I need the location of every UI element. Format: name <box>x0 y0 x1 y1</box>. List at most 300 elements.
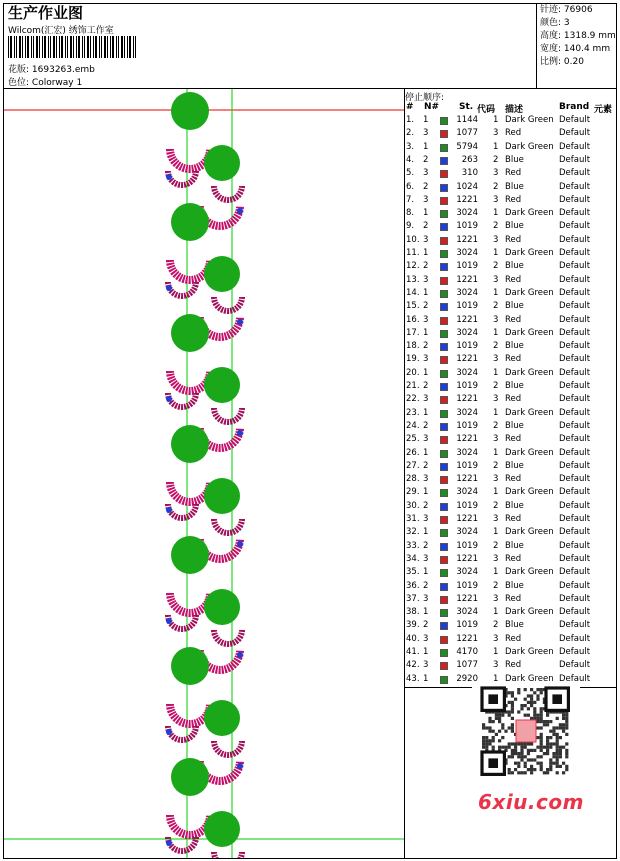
row-code: 3 <box>493 234 499 245</box>
row-stitches: 1221 <box>456 633 478 644</box>
color-swatch <box>440 463 448 471</box>
col-brand: Brand <box>559 102 590 112</box>
col-num: # <box>406 102 414 112</box>
row-stitches: 3024 <box>456 527 478 538</box>
row-needle: 1 <box>423 248 429 258</box>
design-stats <box>540 4 616 69</box>
row-desc: Red <box>505 274 522 285</box>
row-stitches: 3024 <box>456 208 478 219</box>
row-brand: Default <box>559 567 591 578</box>
color-swatch <box>440 556 448 564</box>
row-needle: 3 <box>423 514 429 524</box>
row-code: 3 <box>493 660 499 671</box>
row-brand: Default <box>559 115 591 125</box>
color-swatch <box>440 476 448 484</box>
row-needle: 3 <box>423 434 429 445</box>
color-swatch <box>440 596 448 604</box>
color-swatch <box>440 649 448 657</box>
row-brand: Default <box>559 181 591 192</box>
table-row <box>405 341 618 354</box>
col-stitches: St. <box>459 102 474 112</box>
table-row <box>405 461 618 474</box>
row-desc: Blue <box>505 460 524 471</box>
stat-stitches: 针迹: 76906 <box>540 5 593 15</box>
row-brand: Default <box>559 434 591 445</box>
table-row <box>405 594 618 607</box>
row-code: 2 <box>493 261 499 272</box>
row-needle: 1 <box>423 407 429 418</box>
row-desc: Dark Green <box>505 567 554 578</box>
row-number: 24. <box>406 420 420 431</box>
row-stitches: 1019 <box>456 420 478 431</box>
table-row <box>405 674 618 687</box>
row-needle: 2 <box>423 261 429 272</box>
row-number: 13. <box>406 274 420 285</box>
color-swatch <box>440 583 448 591</box>
page-title: 生产作业图 <box>8 4 84 22</box>
row-code: 1 <box>493 115 499 125</box>
color-swatch <box>440 343 448 351</box>
row-desc: Red <box>505 394 522 405</box>
table-row <box>405 408 618 421</box>
row-number: 22. <box>406 394 420 405</box>
table-row <box>405 394 618 407</box>
row-brand: Default <box>559 341 591 352</box>
file-label: 花版: <box>8 65 30 75</box>
table-row <box>405 527 618 540</box>
row-number: 5. <box>406 168 415 179</box>
row-brand: Default <box>559 487 591 498</box>
table-row <box>405 261 618 274</box>
color-swatch <box>440 144 448 152</box>
row-number: 30. <box>406 500 420 511</box>
table-row <box>405 168 618 181</box>
row-brand: Default <box>559 607 591 618</box>
row-desc: Dark Green <box>505 327 554 338</box>
row-code: 1 <box>493 487 499 498</box>
row-desc: Dark Green <box>505 673 554 684</box>
row-code: 2 <box>493 381 499 391</box>
row-needle: 1 <box>423 287 429 298</box>
row-desc: Red <box>505 633 522 644</box>
col-code: 代码 <box>477 105 496 115</box>
color-swatch <box>440 303 448 311</box>
col-desc: 描述 <box>505 105 524 115</box>
row-code: 1 <box>493 527 499 538</box>
row-code: 3 <box>493 514 499 524</box>
row-desc: Red <box>505 128 522 139</box>
color-swatch <box>440 317 448 325</box>
row-number: 2. <box>406 128 415 139</box>
row-number: 36. <box>406 580 420 591</box>
row-brand: Default <box>559 327 591 338</box>
row-needle: 1 <box>423 607 429 618</box>
row-stitches: 1019 <box>456 301 478 312</box>
row-needle: 2 <box>423 540 429 551</box>
row-needle: 3 <box>423 593 429 604</box>
row-stitches: 1221 <box>456 194 478 205</box>
table-row <box>405 195 618 208</box>
row-number: 6. <box>406 181 415 192</box>
table-row <box>405 581 618 594</box>
row-needle: 1 <box>423 327 429 338</box>
row-code: 3 <box>493 633 499 644</box>
table-row <box>405 634 618 647</box>
row-brand: Default <box>559 647 591 657</box>
row-stitches: 310 <box>461 168 478 179</box>
row-desc: Blue <box>505 154 524 165</box>
row-desc: Red <box>505 434 522 445</box>
row-needle: 3 <box>423 474 429 485</box>
row-number: 26. <box>406 447 420 458</box>
row-brand: Default <box>559 540 591 551</box>
row-code: 2 <box>493 420 499 431</box>
row-needle: 2 <box>423 181 429 192</box>
row-stitches: 1019 <box>456 460 478 471</box>
row-brand: Default <box>559 141 591 152</box>
row-number: 41. <box>406 647 420 657</box>
row-stitches: 1019 <box>456 500 478 511</box>
row-stitches: 1077 <box>456 660 478 671</box>
color-swatch <box>440 117 448 125</box>
table-row <box>405 328 618 341</box>
row-brand: Default <box>559 394 591 405</box>
row-number: 7. <box>406 194 415 205</box>
color-swatch <box>440 330 448 338</box>
row-number: 40. <box>406 633 420 644</box>
row-code: 1 <box>493 287 499 298</box>
row-number: 17. <box>406 327 420 338</box>
row-desc: Blue <box>505 420 524 431</box>
row-desc: Dark Green <box>505 287 554 298</box>
table-row <box>405 541 618 554</box>
row-code: 3 <box>493 434 499 445</box>
colorway-value: Colorway 1 <box>31 78 83 88</box>
row-needle: 1 <box>423 487 429 498</box>
row-number: 20. <box>406 367 420 378</box>
row-code: 1 <box>493 327 499 338</box>
row-code: 1 <box>493 567 499 578</box>
table-row <box>405 288 618 301</box>
row-brand: Default <box>559 261 591 272</box>
color-swatch <box>440 529 448 537</box>
row-desc: Dark Green <box>505 487 554 498</box>
file-info <box>8 62 95 75</box>
row-stitches: 3024 <box>456 367 478 378</box>
col-needle: N# <box>424 102 440 112</box>
color-swatch <box>440 170 448 178</box>
row-stitches: 1019 <box>456 341 478 352</box>
row-code: 1 <box>493 647 499 657</box>
color-swatch <box>440 210 448 218</box>
row-number: 43. <box>406 673 420 684</box>
row-stitches: 1024 <box>456 181 478 192</box>
table-row <box>405 221 618 234</box>
row-stitches: 3024 <box>456 447 478 458</box>
row-brand: Default <box>559 301 591 312</box>
row-stitches: 1221 <box>456 394 478 405</box>
color-swatch <box>440 436 448 444</box>
color-swatch <box>440 277 448 285</box>
row-needle: 3 <box>423 234 429 245</box>
stat-colors: 颜色: 3 <box>540 18 570 28</box>
row-code: 1 <box>493 141 499 152</box>
row-needle: 2 <box>423 500 429 511</box>
stop-sequence-heading: 停止顺序: <box>405 93 445 103</box>
embroidery-preview <box>4 89 404 858</box>
row-desc: Dark Green <box>505 527 554 538</box>
row-desc: Red <box>505 474 522 485</box>
row-needle: 3 <box>423 168 429 179</box>
row-number: 8. <box>406 208 415 219</box>
row-needle: 3 <box>423 274 429 285</box>
row-brand: Default <box>559 274 591 285</box>
row-stitches: 1221 <box>456 354 478 365</box>
row-code: 2 <box>493 540 499 551</box>
row-needle: 3 <box>423 394 429 405</box>
stat-height: 高度: 1318.9 mm <box>540 31 616 41</box>
row-desc: Blue <box>505 301 524 312</box>
row-code: 2 <box>493 154 499 165</box>
file-value: 1693263.emb <box>31 65 95 75</box>
row-stitches: 1221 <box>456 274 478 285</box>
color-swatch <box>440 250 448 258</box>
row-needle: 2 <box>423 341 429 352</box>
row-desc: Dark Green <box>505 647 554 657</box>
color-swatch <box>440 622 448 630</box>
table-row <box>405 275 618 288</box>
row-brand: Default <box>559 633 591 644</box>
row-code: 1 <box>493 607 499 618</box>
color-swatch <box>440 636 448 644</box>
table-row <box>405 434 618 447</box>
row-stitches: 3024 <box>456 407 478 418</box>
colorway-label: 色位: <box>8 78 30 88</box>
row-desc: Red <box>505 234 522 245</box>
row-stitches: 1019 <box>456 261 478 272</box>
row-number: 25. <box>406 434 420 445</box>
row-needle: 1 <box>423 673 429 684</box>
row-stitches: 3024 <box>456 567 478 578</box>
row-desc: Dark Green <box>505 141 554 152</box>
row-number: 1. <box>406 115 415 125</box>
row-needle: 3 <box>423 194 429 205</box>
row-desc: Dark Green <box>505 607 554 618</box>
row-brand: Default <box>559 287 591 298</box>
row-needle: 3 <box>423 633 429 644</box>
row-brand: Default <box>559 474 591 485</box>
table-row <box>405 487 618 500</box>
row-needle: 2 <box>423 460 429 471</box>
row-code: 2 <box>493 341 499 352</box>
row-desc: Blue <box>505 181 524 192</box>
color-swatch <box>440 543 448 551</box>
row-number: 11. <box>406 248 420 258</box>
row-code: 1 <box>493 367 499 378</box>
color-swatch <box>440 197 448 205</box>
row-code: 1 <box>493 248 499 258</box>
table-row <box>405 248 618 261</box>
row-needle: 3 <box>423 660 429 671</box>
row-needle: 1 <box>423 115 429 125</box>
row-code: 3 <box>493 593 499 604</box>
row-stitches: 1221 <box>456 593 478 604</box>
row-number: 34. <box>406 553 420 564</box>
row-code: 3 <box>493 394 499 405</box>
color-swatch <box>440 263 448 271</box>
row-code: 3 <box>493 553 499 564</box>
row-brand: Default <box>559 447 591 458</box>
table-row <box>405 142 618 155</box>
row-code: 3 <box>493 168 499 179</box>
color-swatch <box>440 370 448 378</box>
row-code: 3 <box>493 474 499 485</box>
table-row <box>405 554 618 567</box>
row-needle: 1 <box>423 367 429 378</box>
row-number: 21. <box>406 381 420 391</box>
barcode <box>8 36 140 58</box>
row-desc: Red <box>505 354 522 365</box>
color-swatch <box>440 516 448 524</box>
color-swatch <box>440 609 448 617</box>
row-brand: Default <box>559 367 591 378</box>
table-row <box>405 115 618 128</box>
row-number: 10. <box>406 234 420 245</box>
row-code: 2 <box>493 580 499 591</box>
table-row <box>405 660 618 673</box>
row-stitches: 3024 <box>456 607 478 618</box>
row-brand: Default <box>559 514 591 524</box>
row-desc: Blue <box>505 381 524 391</box>
color-swatch <box>440 383 448 391</box>
table-row <box>405 155 618 168</box>
watermark-logo: 6xiu.com <box>478 790 584 814</box>
row-number: 42. <box>406 660 420 671</box>
row-stitches: 1144 <box>456 115 478 125</box>
row-desc: Blue <box>505 500 524 511</box>
studio-name: Wilcom(汇宏) 绣饰工作室 <box>8 26 114 36</box>
color-swatch <box>440 396 448 404</box>
row-number: 37. <box>406 593 420 604</box>
stat-width: 宽度: 140.4 mm <box>540 44 611 54</box>
row-stitches: 3024 <box>456 487 478 498</box>
table-row <box>405 448 618 461</box>
color-swatch <box>440 237 448 245</box>
col-element: 元素 <box>594 105 613 115</box>
row-needle: 1 <box>423 208 429 219</box>
row-needle: 2 <box>423 381 429 391</box>
colorway-info <box>8 75 82 88</box>
row-brand: Default <box>559 168 591 179</box>
row-desc: Red <box>505 314 522 325</box>
row-brand: Default <box>559 553 591 564</box>
row-needle: 1 <box>423 141 429 152</box>
table-row <box>405 501 618 514</box>
row-number: 18. <box>406 341 420 352</box>
row-brand: Default <box>559 673 591 684</box>
color-swatch <box>440 130 448 138</box>
row-brand: Default <box>559 420 591 431</box>
row-stitches: 1221 <box>456 474 478 485</box>
row-code: 2 <box>493 620 499 631</box>
row-code: 2 <box>493 460 499 471</box>
row-stitches: 2920 <box>456 673 478 684</box>
row-number: 38. <box>406 607 420 618</box>
row-number: 23. <box>406 407 420 418</box>
row-desc: Dark Green <box>505 208 554 219</box>
row-brand: Default <box>559 208 591 219</box>
row-code: 1 <box>493 208 499 219</box>
table-header <box>405 102 618 114</box>
row-desc: Red <box>505 514 522 524</box>
row-needle: 3 <box>423 354 429 365</box>
color-swatch <box>440 503 448 511</box>
table-row <box>405 368 618 381</box>
table-row <box>405 620 618 633</box>
row-needle: 3 <box>423 128 429 139</box>
row-stitches: 263 <box>461 154 478 165</box>
table-row <box>405 514 618 527</box>
row-desc: Dark Green <box>505 447 554 458</box>
row-brand: Default <box>559 580 591 591</box>
row-brand: Default <box>559 593 591 604</box>
color-swatch <box>440 676 448 684</box>
row-stitches: 1221 <box>456 553 478 564</box>
row-brand: Default <box>559 460 591 471</box>
color-swatch <box>440 423 448 431</box>
row-stitches: 1077 <box>456 128 478 139</box>
row-desc: Blue <box>505 580 524 591</box>
row-code: 1 <box>493 673 499 684</box>
row-code: 1 <box>493 447 499 458</box>
table-row <box>405 567 618 580</box>
color-swatch <box>440 410 448 418</box>
row-brand: Default <box>559 314 591 325</box>
row-needle: 3 <box>423 553 429 564</box>
row-desc: Blue <box>505 540 524 551</box>
color-swatch <box>440 184 448 192</box>
row-code: 3 <box>493 274 499 285</box>
row-number: 39. <box>406 620 420 631</box>
color-swatch <box>440 450 448 458</box>
row-desc: Dark Green <box>505 367 554 378</box>
row-brand: Default <box>559 620 591 631</box>
table-row <box>405 474 618 487</box>
color-swatch <box>440 489 448 497</box>
row-number: 27. <box>406 460 420 471</box>
table-row <box>405 128 618 141</box>
row-desc: Blue <box>505 620 524 631</box>
row-brand: Default <box>559 407 591 418</box>
row-code: 1 <box>493 407 499 418</box>
color-swatch <box>440 223 448 231</box>
row-stitches: 1019 <box>456 381 478 391</box>
row-code: 2 <box>493 500 499 511</box>
row-needle: 3 <box>423 314 429 325</box>
row-brand: Default <box>559 128 591 139</box>
row-brand: Default <box>559 527 591 538</box>
table-row <box>405 235 618 248</box>
row-desc: Dark Green <box>505 407 554 418</box>
row-number: 33. <box>406 540 420 551</box>
row-number: 16. <box>406 314 420 325</box>
row-stitches: 1019 <box>456 620 478 631</box>
table-row <box>405 208 618 221</box>
row-stitches: 1221 <box>456 314 478 325</box>
row-desc: Red <box>505 168 522 179</box>
table-row <box>405 381 618 394</box>
stat-scale: 比例: 0.20 <box>540 57 584 67</box>
